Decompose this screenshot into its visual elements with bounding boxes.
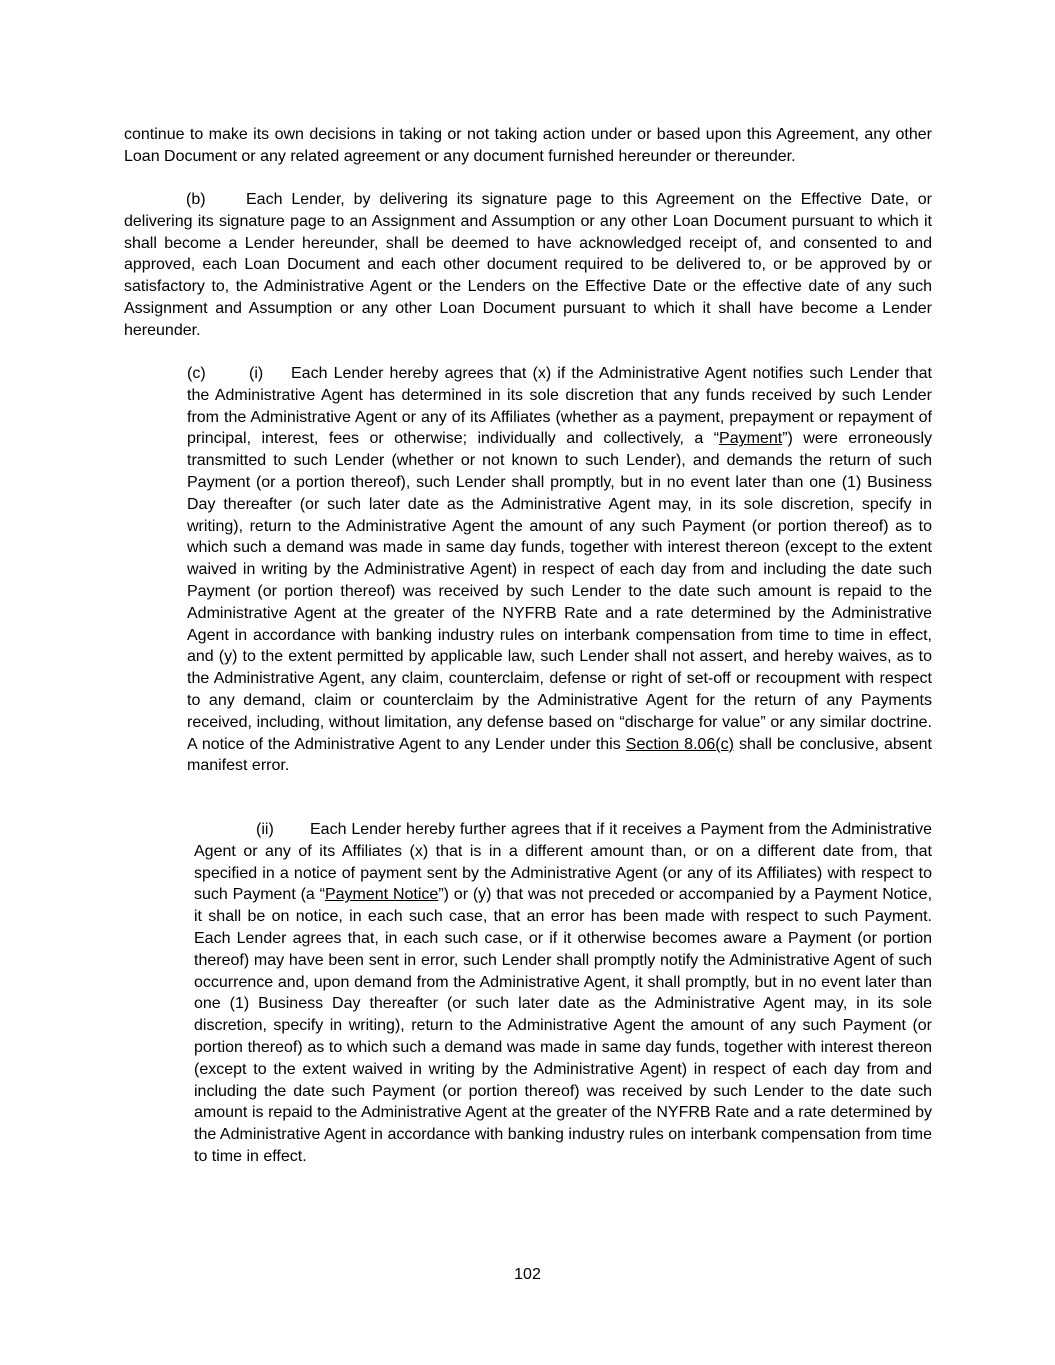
page-number: 102: [514, 1266, 541, 1283]
section-reference: Section 8.06(c): [625, 735, 734, 753]
paragraph-ii: [194, 819, 932, 1168]
paragraph-c-i-marker: (i): [249, 365, 264, 382]
paragraph-ii-marker: (ii): [256, 821, 274, 838]
paragraph-c-i-text-2: ”) were erroneously transmitted to such Lender (whether or not known to such Lender), and demands the return of such Payment (or a portion thereof), such Lender shall promptly, but in no event later than one (1) Business Day thereafter (or such later date as the Administrative Agent may, in its sole discretion, specify in writing), return to the Administrative Agent the amount of any such Payment (or portion thereof) as to which such a demand was made in same day funds, together with interest thereon (except to the extent waived in writing by the Administrative Agent) in respect of each day from and including the date such Payment (or portion thereof) was received by such Lender to the date such amount is repaid to the Administrative Agent at the greater of the NYFRB Rate and a rate determined by the Administrative Agent in accordance with banking industry rules on interbank compensation from time to time in effect, and (y) to the extent permitted by applicable law, such Lender shall not assert, and hereby waives, as to the Administrative Agent, any claim, counterclaim, defense or right of set-off or recoupment with respect to any demand, claim or counterclaim by the Administrative Agent for the return of any Payments received, including, without limitation, any defense based on “discharge for value” or any similar doctrine. A notice of the Administrative Agent to any Lender under this: [187, 430, 932, 753]
paragraph-c-i: [187, 363, 932, 777]
paragraph-ii-text-2: ”) or (y) that was not preceded or accompanied by a Payment Notice, it shall be on notice, in each such case, that an error has been made with respect to such Payment. Each Lender agrees that, in each such case, or if it otherwise becomes aware a Payment (or portion thereof) may have been sent in error, such Lender shall promptly notify the Administrative Agent of such occurrence and, upon demand from the Administrative Agent, it shall promptly, but in no event later than one (1) Business Day thereafter (or such later date as the Administrative Agent may, in its sole discretion, specify in writing), return to the Administrative Agent the amount of any such Payment (or portion thereof) as to which such a demand was made in same day funds, together with interest thereon (except to the extent waived in writing by the Administrative Agent) in respect of each day from and including the date such Payment (or portion thereof) was received by such Lender to the date such amount is repaid to the Administrative Agent at the greater of the NYFRB Rate and a rate determined by the Administrative Agent in accordance with banking industry rules on interbank compensation from time to time in effect.: [194, 886, 933, 1165]
paragraph-continuation: continue to make its own decisions in taking or not taking action under or based upon this Agreement, any other Loan Document or any related agreement or any document furnished hereunder or thereunder.: [124, 126, 932, 165]
paragraph-c-i-text-1: Each Lender hereby agrees that (x) if the Administrative Agent notifies such Lender that the Administrative Agent has determined in its sole discretion that any funds received by such Lender from the Administrative Agent or any of its Affiliates (whether as a payment, prepayment or repayment of principal, interest, fees or otherwise; individually and collectively, a “: [187, 365, 932, 448]
paragraph-b-marker: (b): [186, 191, 206, 208]
paragraph-b-text: Each Lender, by delivering its signature page to this Agreement on the Effective Date, or delivering its signature page to an Assignment and Assumption or any other Loan Document pursuant to which it shall become a Lender hereunder, shall be deemed to have acknowledged receipt of, and consented to and approved, each Loan Document and each other document required to be delivered to, or be approved by or satisfactory to, the Administrative Agent or the Lenders on the Effective Date or the effective date of any such Assignment and Assumption or any other Loan Document pursuant to which it shall have become a Lender hereunder.: [124, 191, 932, 339]
paragraph-c-marker: (c): [187, 365, 206, 382]
paragraph-ii-text-1: Each Lender hereby further agrees that if it receives a Payment from the Administrative Agent or any of its Affiliates (x) that is in a different amount than, or on a different date from, that specified in a notice of payment sent by the Administrative Agent (or any of its Affiliates) with respect to such Payment (a “: [194, 821, 932, 904]
paragraph-b: [124, 189, 932, 342]
paragraph-c-i-text-3: shall be conclusive, absent manifest error.: [187, 735, 932, 775]
defined-term-payment-notice: Payment Notice: [324, 886, 439, 904]
defined-term-payment: Payment: [719, 430, 783, 448]
